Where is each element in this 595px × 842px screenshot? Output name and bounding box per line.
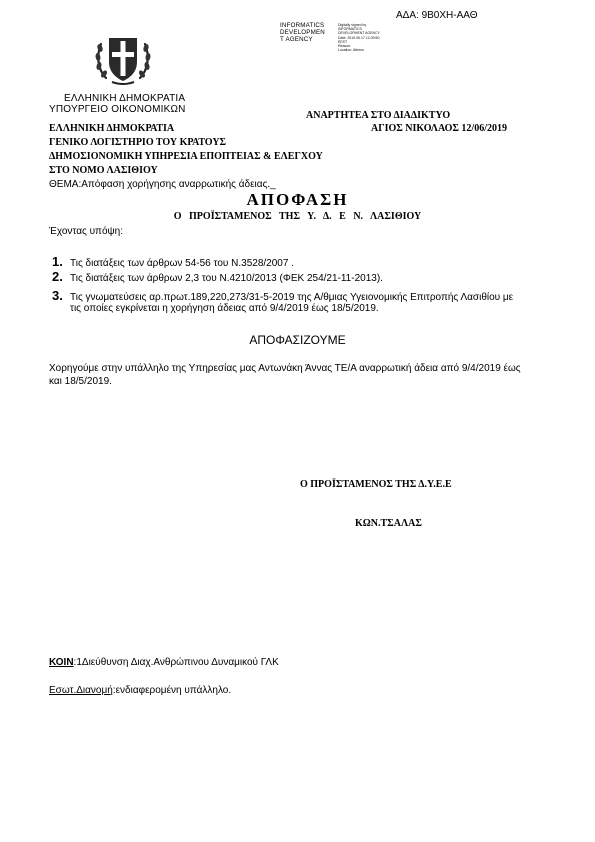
list-item-text: Τις γνωματεύσεις αρ.πρωτ.189,220,273/31-5-2019 της Α/θμιας Υγειονομικής Επιτροπής Λασιθίου με [70,292,514,303]
greek-coat-of-arms-icon [92,26,154,88]
list-number: 1. [52,254,63,269]
director-heading: Ο ΠΡΟΪΣΤΑΜΕΝΟΣ ΤΗΣ Υ. Δ. Ε Ν. ΛΑΣΙΘΙΟΥ [173,211,422,222]
list-item-text: Τις διατάξεις των άρθρων 2,3 του Ν.4210/2013 (ΦΕΚ 254/21-11-2013). [70,273,383,284]
ada-code: ΑΔΑ: 9Β0ΧΗ-ΑΑΘ [396,10,478,21]
having-considered: Έχοντας υπόψη: [49,226,123,237]
digital-signature-stamp [280,22,410,52]
signer-name: INFORMATICS DEVELOPMEN T AGENCY [280,22,325,43]
list-item [52,288,513,303]
signature-details: Digitally signed by INFORMATICS DEVELOPMENT AGENCY Date: 2019.06.17 12:39:50 EEST Reason: Location: Athens [338,23,380,53]
internal-distribution-text: :ενδιαφερομένη υπάλληλο. [112,685,232,696]
ministry-name: ΥΠΟΥΡΓΕΙΟ ΟΙΚΟΝΟΜΙΚΩΝ [49,104,186,115]
signatory-title: Ο ΠΡΟΪΣΤΑΜΕΝΟΣ ΤΗΣ Δ.Υ.Ε.Ε [300,479,452,490]
list-number: 2. [52,269,63,284]
place-date: ΑΓΙΟΣ ΝΙΚΟΛΑΟΣ 12/06/2019 [371,123,507,134]
internal-distribution [49,685,231,696]
list-item [52,269,383,284]
koin-label: ΚΟΙΝ [49,657,74,668]
post-online-note: ΑΝΑΡΤΗΤΕΑ ΣΤΟ ΔΙΑΔΙΚΤΥΟ [306,110,451,121]
signatory-name: ΚΩΝ.ΤΣΑΛΑΣ [355,518,422,529]
document-subject: ΘΕΜΑ:Απόφαση χορήγησης αναρρωτικής άδειας._ [49,179,276,190]
authority-line-2: ΓΕΝΙΚΟ ΛΟΓΙΣΤΗΡΙΟ ΤΟΥ ΚΡΑΤΟΥΣ [49,137,227,148]
government-name: ΕΛΛΗΝΙΚΗ ΔΗΜΟΚΡΑΤΙΑ [64,93,186,104]
distribution-koin [49,657,279,668]
list-number: 3. [52,288,63,303]
decision-title: ΑΠΟΦΑΣΗ [246,190,349,209]
internal-distribution-label: Εσωτ.Διανομή [49,685,113,696]
decision-body-line-1: Χορηγούμε στην υπάλληλο της Υπηρεσίας μας Αντωνάκη Άννας ΤΕ/Α αναρρωτική άδεια από 9/4/2019 έως [49,363,521,374]
authority-line-3: ΔΗΜΟΣΙΟΝΟΜΙΚΗ ΥΠΗΡΕΣΙΑ ΕΠΟΠΤΕΙΑΣ & ΕΛΕΓΧΟΥ [49,151,323,162]
list-item-text: Τις διατάξεις των άρθρων 54-56 του Ν.3528/2007 . [70,258,294,269]
we-decide-heading: ΑΠΟΦΑΣΙΖΟΥΜΕ [249,333,346,347]
list-item-continuation: τις οποίες εγκρίνεται η χορήγηση άδειας από 9/4/2019 έως 18/5/2019. [70,303,379,314]
list-item [52,254,294,269]
authority-line-1: ΕΛΛΗΝΙΚΗ ΔΗΜΟΚΡΑΤΙΑ [49,123,175,134]
koin-text: :1Διεύθυνση Διαχ.Ανθρώπινου Δυναμικού ΓΛΚ [73,657,279,668]
authority-line-4: ΣΤΟ ΝΟΜΟ ΛΑΣΙΘΙΟΥ [49,165,158,176]
decision-body-line-2: και 18/5/2019. [49,376,112,387]
